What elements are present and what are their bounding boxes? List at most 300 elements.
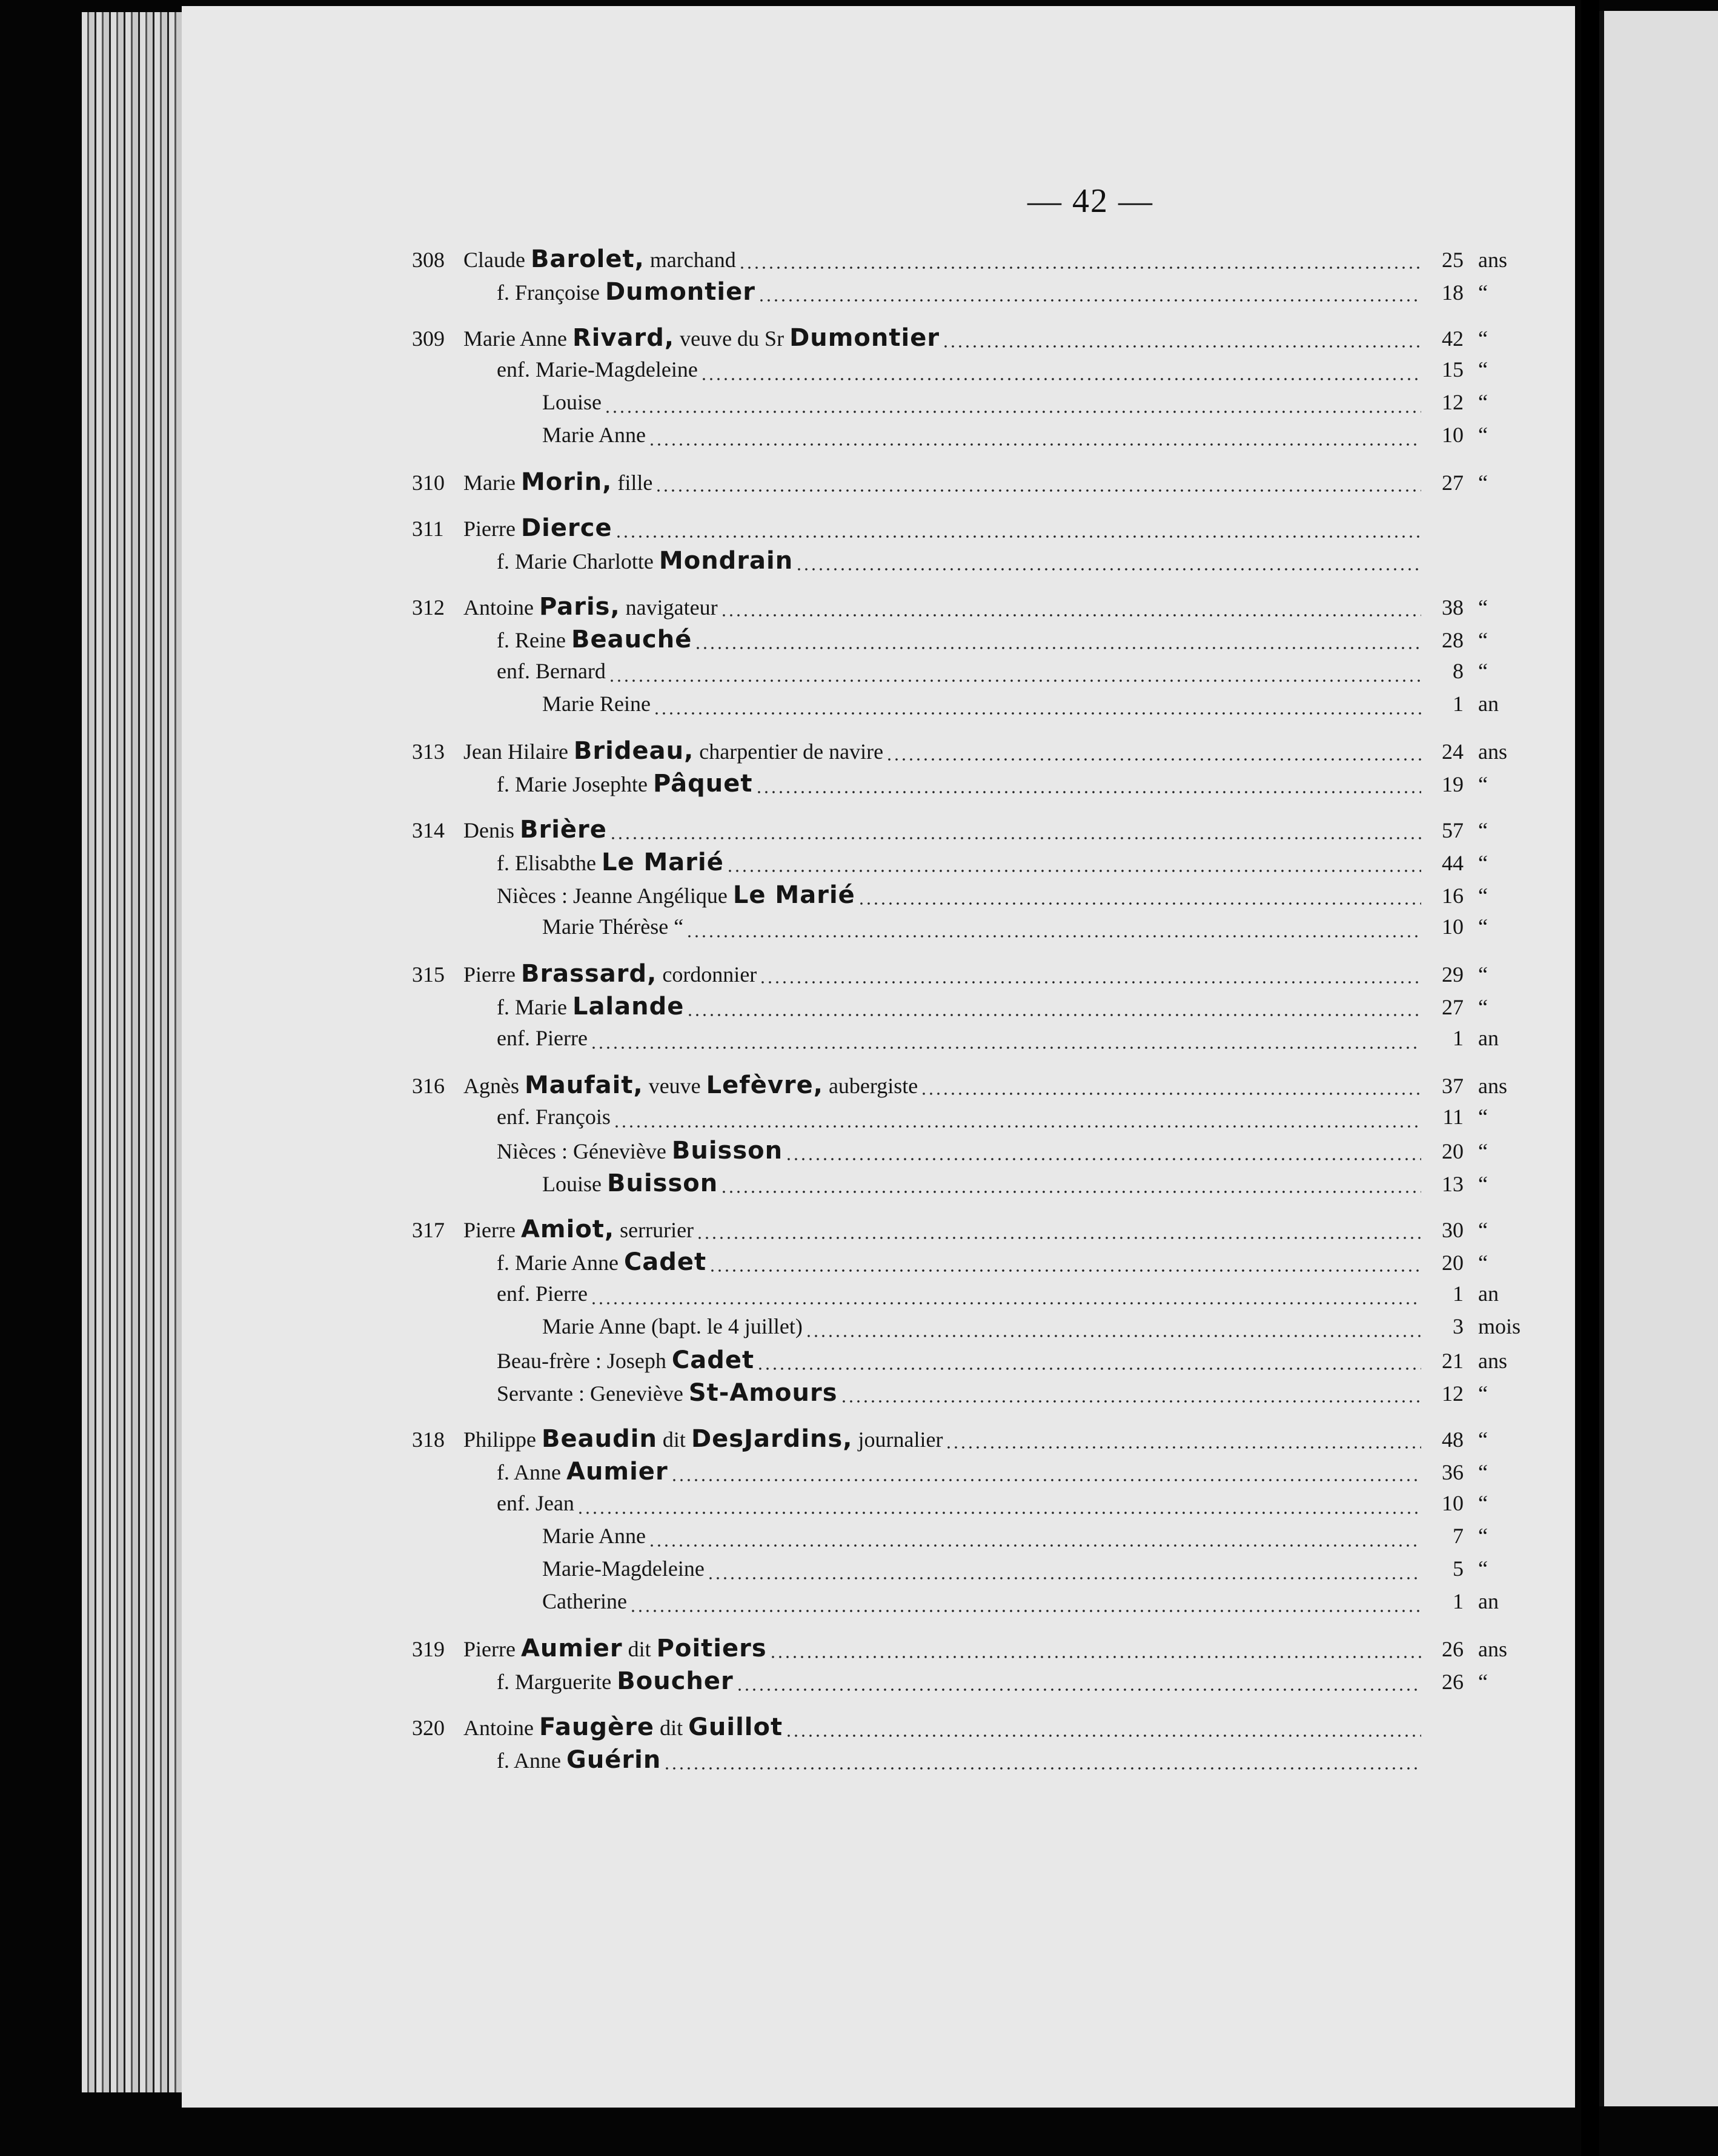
label-text: Marie Anne: [463, 326, 572, 351]
person-label: [497, 1025, 588, 1051]
person-label: [463, 324, 940, 352]
household-member-line: [497, 1379, 1533, 1413]
person-label: [542, 1169, 718, 1197]
surname: Beauché: [571, 626, 692, 653]
label-text: serrurier: [614, 1218, 694, 1242]
household-member-line: [542, 691, 1533, 725]
household-member-line: [497, 1458, 1533, 1492]
household-member-line: [497, 1746, 1533, 1780]
age-value: 26: [1442, 1670, 1464, 1694]
person-label: [497, 547, 793, 575]
label-text: enf. François: [497, 1105, 611, 1129]
person-label: [463, 468, 652, 496]
age-value: 11: [1442, 1105, 1464, 1129]
surname: Brideau,: [573, 737, 694, 765]
label-text: Servante : Geneviève: [497, 1381, 689, 1406]
age-value: 20: [1442, 1139, 1464, 1163]
age-value: 16: [1442, 884, 1464, 908]
surname: Mondrain: [658, 547, 794, 575]
label-text: f. Françoise: [497, 280, 605, 305]
dot-leader: [738, 266, 1421, 270]
household-member-line: [497, 1248, 1533, 1282]
age-unit: “: [1478, 1251, 1488, 1275]
household-number: 310: [412, 471, 445, 495]
age-value: 10: [1442, 423, 1464, 447]
label-text: navigateur: [620, 595, 718, 620]
dot-leader: [648, 443, 1421, 446]
label-text: dit: [622, 1637, 657, 1661]
age-unit: “: [1478, 1105, 1488, 1129]
label-text: f. Marie Josephte: [497, 772, 653, 796]
age-value: 25: [1442, 248, 1464, 272]
household-head-line: [412, 468, 1533, 502]
surname: Amiot,: [520, 1215, 615, 1243]
dot-leader: [726, 869, 1421, 873]
person-label: [542, 1556, 705, 1581]
age-unit: “: [1478, 471, 1488, 495]
label-text: Marie Anne: [542, 423, 646, 447]
age-value: 24: [1442, 739, 1464, 764]
age-unit: “: [1478, 659, 1488, 683]
household-member-line: [497, 626, 1533, 660]
age-unit: “: [1478, 772, 1488, 796]
surname: Poitiers: [656, 1635, 767, 1662]
household-number: 315: [412, 962, 445, 987]
surname: Aumier: [520, 1635, 623, 1662]
age-value: 57: [1442, 818, 1464, 842]
label-text: Pierre: [463, 1637, 521, 1661]
label-text: marchand: [644, 248, 736, 272]
age-value: 36: [1442, 1460, 1464, 1484]
household-member-line: [497, 1025, 1533, 1059]
person-label: [497, 1248, 706, 1276]
age-value: 12: [1442, 390, 1464, 414]
dot-leader: [858, 902, 1421, 905]
label-text: charpentier de navire: [694, 739, 884, 764]
age-unit: “: [1478, 326, 1488, 351]
household-head-line: [412, 514, 1533, 548]
dot-leader: [613, 1125, 1421, 1128]
dot-leader: [707, 1576, 1421, 1580]
age-unit: mois: [1478, 1314, 1521, 1338]
label-text: cordonnier: [657, 962, 757, 987]
household-head-line: [412, 816, 1533, 850]
dot-leader: [920, 1092, 1421, 1096]
person-label: [463, 816, 607, 844]
age-unit: ans: [1478, 248, 1507, 272]
dot-leader: [795, 567, 1421, 571]
age-value: 26: [1442, 1637, 1464, 1661]
household-member-line: [542, 1169, 1533, 1203]
person-label: [497, 1458, 668, 1486]
dot-leader: [653, 712, 1421, 715]
household-member-line: [542, 914, 1533, 948]
age-value: 29: [1442, 962, 1464, 987]
surname: Faugère: [539, 1713, 655, 1741]
age-value: 48: [1442, 1427, 1464, 1452]
household-head-line: [412, 593, 1533, 627]
household-head-line: [412, 1071, 1533, 1105]
person-label: [497, 278, 755, 306]
age-value: 44: [1442, 851, 1464, 875]
person-label: [463, 1215, 694, 1243]
surname: Guérin: [566, 1746, 662, 1774]
dot-leader: [785, 1157, 1421, 1161]
label-text: enf. Pierre: [497, 1281, 588, 1306]
age-unit: “: [1478, 357, 1488, 382]
age-value: 1: [1453, 1589, 1464, 1613]
person-label: [463, 1425, 943, 1453]
page-number: — 42 —: [1027, 182, 1153, 220]
household-member-line: [497, 1490, 1533, 1524]
household-member-line: [497, 1281, 1533, 1315]
age-unit: “: [1478, 914, 1488, 939]
label-text: Nièces : Géneviève: [497, 1139, 672, 1163]
label-text: dit: [654, 1716, 689, 1740]
label-text: veuve du Sr: [674, 326, 790, 351]
age-unit: “: [1478, 884, 1488, 908]
surname: Pâquet: [652, 770, 753, 798]
label-text: Philippe: [463, 1427, 542, 1452]
label-text: Antoine: [463, 595, 539, 620]
person-label: [497, 1346, 754, 1374]
person-label: [542, 1589, 627, 1614]
dot-leader: [736, 1688, 1421, 1691]
person-label: [497, 770, 753, 798]
dot-leader: [686, 1013, 1421, 1017]
label-text: Pierre: [463, 517, 521, 541]
household-member-line: [542, 1314, 1533, 1348]
household-number: 311: [412, 517, 444, 541]
surname: DesJardins,: [691, 1425, 853, 1453]
dot-leader: [709, 1269, 1421, 1272]
age-unit: “: [1478, 1556, 1488, 1581]
household-head-line: [412, 324, 1533, 358]
age-unit: “: [1478, 595, 1488, 620]
person-label: [497, 1379, 838, 1407]
household-member-line: [497, 1137, 1533, 1171]
label-text: f. Elisabthe: [497, 851, 602, 875]
age-value: 30: [1442, 1218, 1464, 1242]
person-label: [463, 737, 883, 765]
label-text: Nièces : Jeanne Angélique: [497, 884, 733, 908]
age-value: 13: [1442, 1172, 1464, 1196]
dot-leader: [755, 790, 1421, 794]
label-text: f. Marie Charlotte: [497, 549, 659, 574]
household-number: 313: [412, 739, 445, 764]
age-unit: “: [1478, 1491, 1488, 1515]
age-unit: “: [1478, 390, 1488, 414]
age-value: 20: [1442, 1251, 1464, 1275]
person-label: [497, 1137, 783, 1165]
label-text: Antoine: [463, 1716, 539, 1740]
age-unit: an: [1478, 1589, 1499, 1613]
dot-leader: [945, 1446, 1421, 1449]
surname: Brassard,: [520, 960, 657, 988]
person-label: [497, 1746, 661, 1774]
age-value: 27: [1442, 995, 1464, 1019]
dot-leader: [577, 1511, 1421, 1515]
label-text: Beau-frère : Joseph: [497, 1349, 672, 1373]
dot-leader: [840, 1400, 1421, 1403]
surname: Barolet,: [530, 245, 645, 273]
dot-leader: [686, 934, 1421, 938]
household-head-line: [412, 1425, 1533, 1459]
household-member-line: [497, 1346, 1533, 1380]
label-text: Louise: [542, 390, 602, 414]
label-text: f. Anne: [497, 1460, 566, 1484]
label-text: Marie: [463, 471, 521, 495]
label-text: f. Anne: [497, 1748, 566, 1773]
household-head-line: [412, 1713, 1533, 1747]
dot-leader: [694, 646, 1421, 650]
surname: Buisson: [606, 1169, 718, 1197]
surname: Lefèvre,: [706, 1071, 823, 1099]
household-member-line: [542, 389, 1533, 423]
age-value: 10: [1442, 914, 1464, 939]
age-value: 12: [1442, 1381, 1464, 1406]
age-value: 1: [1453, 1281, 1464, 1306]
age-value: 21: [1442, 1349, 1464, 1373]
age-unit: “: [1478, 818, 1488, 842]
person-label: [497, 626, 692, 653]
label-text: Marie-Magdeleine: [542, 1556, 705, 1581]
household-member-line: [542, 1556, 1533, 1590]
household-member-line: [542, 422, 1533, 456]
census-entries: [182, 6, 1575, 2108]
household-number: 319: [412, 1637, 445, 1661]
label-text: Jean Hilaire: [463, 739, 574, 764]
household-member-line: [497, 848, 1533, 882]
age-unit: “: [1478, 1218, 1488, 1242]
label-text: Agnès: [463, 1074, 525, 1098]
age-unit: “: [1478, 1524, 1488, 1548]
household-head-line: [412, 737, 1533, 771]
dot-leader: [609, 836, 1421, 840]
dot-leader: [655, 489, 1421, 492]
label-text: enf. Pierre: [497, 1026, 588, 1050]
label-text: f. Marguerite: [497, 1670, 617, 1694]
surname: Boucher: [617, 1667, 734, 1695]
dot-leader: [759, 980, 1421, 984]
dot-leader: [648, 1544, 1421, 1547]
label-text: Marie Thérèse “: [542, 914, 684, 939]
dot-leader: [696, 1236, 1421, 1240]
age-value: 3: [1453, 1314, 1464, 1338]
dot-leader: [629, 1609, 1421, 1613]
household-member-line: [497, 658, 1533, 692]
person-label: [542, 389, 602, 415]
person-label: [463, 514, 612, 542]
age-value: 42: [1442, 326, 1464, 351]
dot-leader: [769, 1655, 1421, 1659]
surname: Dierce: [520, 514, 612, 542]
age-value: 15: [1442, 357, 1464, 382]
surname: Dumontier: [605, 278, 755, 306]
dot-leader: [720, 1190, 1421, 1194]
age-unit: “: [1478, 1381, 1488, 1406]
person-label: [463, 245, 736, 273]
age-value: 19: [1442, 772, 1464, 796]
person-label: [497, 1490, 574, 1516]
person-label: [497, 1281, 588, 1306]
household-member-line: [542, 1589, 1533, 1622]
person-label: [497, 881, 855, 909]
age-value: 1: [1453, 692, 1464, 716]
household-head-line: [412, 245, 1533, 279]
label-text: aubergiste: [823, 1074, 918, 1098]
surname: Paris,: [539, 593, 620, 621]
household-number: 316: [412, 1074, 445, 1098]
surname: Aumier: [566, 1458, 668, 1486]
label-text: Claude: [463, 248, 531, 272]
person-label: [497, 993, 684, 1020]
dot-leader: [663, 1767, 1421, 1770]
book-page: [182, 6, 1575, 2108]
household-head-line: [412, 1215, 1533, 1249]
surname: Beaudin: [542, 1425, 657, 1453]
household-number: 320: [412, 1716, 445, 1740]
surname: Le Marié: [732, 881, 855, 909]
label-text: Louise: [542, 1172, 607, 1196]
dot-leader: [590, 1301, 1421, 1305]
surname: St-Amours: [688, 1379, 838, 1407]
age-unit: “: [1478, 1172, 1488, 1196]
age-unit: an: [1478, 1281, 1499, 1306]
age-unit: an: [1478, 1026, 1499, 1050]
person-label: [497, 848, 724, 876]
dot-leader: [671, 1478, 1421, 1482]
age-unit: “: [1478, 280, 1488, 305]
surname: Lalande: [572, 993, 685, 1020]
age-unit: “: [1478, 1139, 1488, 1163]
person-label: [497, 1667, 734, 1695]
person-label: [497, 1104, 611, 1129]
label-text: enf. Bernard: [497, 659, 606, 683]
dot-leader: [590, 1046, 1421, 1050]
label-text: Marie Anne (bapt. le 4 juillet): [542, 1314, 803, 1338]
household-member-line: [497, 357, 1533, 391]
age-unit: “: [1478, 628, 1488, 652]
dot-leader: [757, 1367, 1421, 1371]
age-value: 37: [1442, 1074, 1464, 1098]
age-unit: “: [1478, 995, 1488, 1019]
dot-leader: [608, 679, 1421, 683]
label-text: dit: [657, 1427, 691, 1452]
age-unit: “: [1478, 423, 1488, 447]
label-text: f. Reine: [497, 628, 571, 652]
book-gutter: [1581, 0, 1599, 2156]
dot-leader: [785, 1734, 1421, 1738]
label-text: veuve: [643, 1074, 706, 1098]
dot-leader: [604, 410, 1421, 414]
surname: Morin,: [520, 468, 612, 496]
age-value: 28: [1442, 628, 1464, 652]
age-unit: ans: [1478, 1349, 1507, 1373]
dot-leader: [886, 758, 1421, 761]
surname: Buisson: [671, 1137, 783, 1165]
household-member-line: [497, 547, 1533, 581]
person-label: [497, 357, 698, 382]
surname: Cadet: [623, 1248, 707, 1276]
age-value: 8: [1453, 659, 1464, 683]
surname: Brière: [520, 816, 607, 844]
household-member-line: [497, 1667, 1533, 1701]
age-unit: “: [1478, 1460, 1488, 1484]
household-member-line: [497, 1104, 1533, 1138]
household-member-line: [497, 278, 1533, 312]
dot-leader: [942, 345, 1421, 348]
age-value: 38: [1442, 595, 1464, 620]
label-text: Marie Anne: [542, 1524, 646, 1548]
household-member-line: [542, 1523, 1533, 1557]
household-number: 318: [412, 1427, 445, 1452]
household-member-line: [497, 881, 1533, 915]
surname: Maufait,: [525, 1071, 643, 1099]
dot-leader: [720, 613, 1421, 617]
age-unit: an: [1478, 692, 1499, 716]
age-value: 1: [1453, 1026, 1464, 1050]
label-text: journalier: [852, 1427, 943, 1452]
age-value: 7: [1453, 1524, 1464, 1548]
person-label: [463, 593, 718, 621]
surname: Dumontier: [789, 324, 940, 352]
label-text: enf. Jean: [497, 1491, 574, 1515]
household-head-line: [412, 960, 1533, 994]
household-number: 309: [412, 326, 445, 351]
surname: Guillot: [688, 1713, 783, 1741]
household-member-line: [497, 770, 1533, 804]
person-label: [542, 691, 651, 716]
label-text: Pierre: [463, 962, 521, 987]
age-unit: “: [1478, 1427, 1488, 1452]
household-number: 314: [412, 818, 445, 842]
person-label: [542, 1314, 803, 1339]
age-value: 27: [1442, 471, 1464, 495]
facing-page-edge: [1599, 11, 1718, 2106]
label-text: Catherine: [542, 1589, 627, 1613]
dot-leader: [700, 377, 1421, 381]
age-unit: “: [1478, 962, 1488, 987]
person-label: [497, 658, 606, 684]
person-label: [463, 1071, 918, 1099]
person-label: [542, 1523, 646, 1549]
household-number: 317: [412, 1218, 445, 1242]
dot-leader: [758, 299, 1421, 302]
household-head-line: [412, 1635, 1533, 1668]
label-text: f. Marie: [497, 995, 572, 1019]
age-value: 18: [1442, 280, 1464, 305]
label-text: Denis: [463, 818, 520, 842]
household-number: 308: [412, 248, 445, 272]
label-text: Marie Reine: [542, 692, 651, 716]
label-text: Pierre: [463, 1218, 521, 1242]
age-unit: “: [1478, 851, 1488, 875]
surname: Cadet: [671, 1346, 755, 1374]
household-number: 312: [412, 595, 445, 620]
age-unit: “: [1478, 1670, 1488, 1694]
person-label: [542, 914, 683, 939]
age-unit: ans: [1478, 1637, 1507, 1661]
age-unit: ans: [1478, 739, 1507, 764]
person-label: [463, 960, 757, 988]
age-value: 10: [1442, 1491, 1464, 1515]
household-member-line: [497, 993, 1533, 1027]
age-unit: ans: [1478, 1074, 1507, 1098]
dot-leader: [615, 535, 1421, 538]
label-text: enf. Marie-Magdeleine: [497, 357, 698, 382]
dot-leader: [805, 1334, 1421, 1338]
